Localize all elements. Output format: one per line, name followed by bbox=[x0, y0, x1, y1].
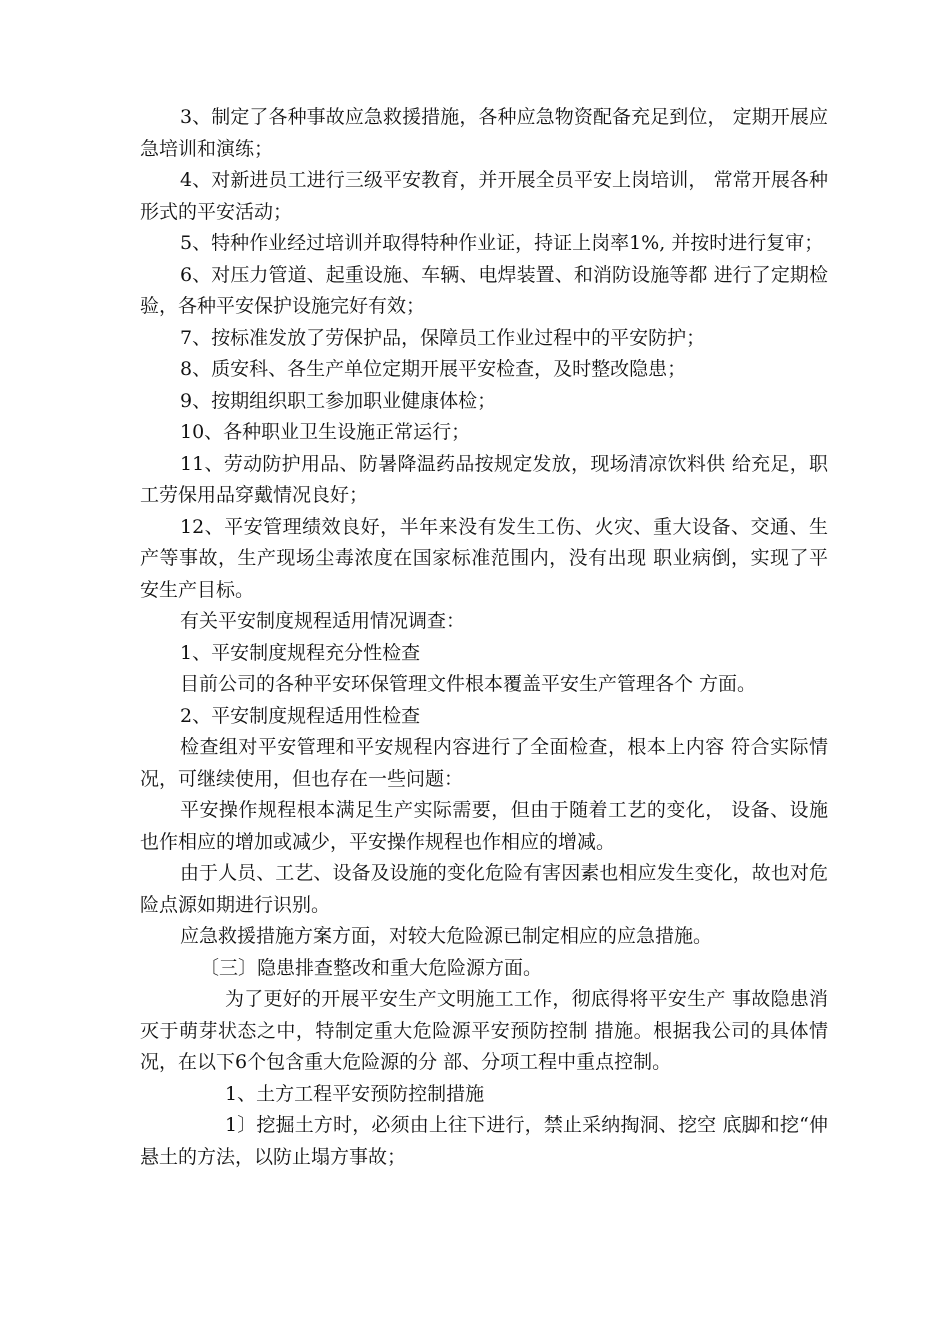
paragraph: 11、劳动防护用品、防暑降温药品按规定发放，现场清凉饮料供 给充足，职工劳保用品穿戴情况良好； bbox=[140, 452, 828, 506]
paragraph: 为了更好的开展平安生产文明施工工作，彻底得将平安生产 事故隐患消灭于萌芽状态之中，特制定重大危险源平安预防控制 措施。根据我公司的具体情况，在以下6个包含重大危险源的分 部、分项工程中重点控制。 bbox=[140, 988, 828, 1073]
paragraph: 〔三〕隐患排查整改和重大危险源方面。 bbox=[200, 956, 543, 979]
paragraph: 有关平安制度规程适用情况调查： bbox=[180, 610, 466, 632]
paragraph: 4、对新进员工进行三级平安教育，并开展全员平安上岗培训， 常常开展各种形式的平安活动； bbox=[140, 169, 828, 223]
paragraph: 9、按期组织职工参加职业健康体检； bbox=[180, 389, 497, 412]
paragraph: 应急救援措施方案方面，对较大危险源已制定相应的应急措施。 bbox=[180, 925, 713, 947]
paragraph: 3、制定了各种事故应急救援措施，各种应急物资配备充足到位， 定期开展应急培训和演练； bbox=[140, 106, 828, 160]
paragraph: 2、平安制度规程适用性检查 bbox=[180, 704, 421, 727]
paragraph: 5、特种作业经过培训并取得特种作业证，持证上岗率1%, 并按时进行复审； bbox=[180, 232, 824, 254]
paragraph: 由于人员、工艺、设备及设施的变化危险有害因素也相应发生变化，故也对危险点源如期进行识别。 bbox=[140, 862, 828, 916]
paragraph: 1〕挖掘土方时，必须由上往下进行，禁止采纳掏洞、挖空 底脚和挖“伸悬土的方法，以防止塌方事故； bbox=[140, 1114, 828, 1168]
paragraph: 检查组对平安管理和平安规程内容进行了全面检查，根本上内容 符合实际情况，可继续使用，但也存在一些问题： bbox=[140, 736, 828, 790]
paragraph: 1、平安制度规程充分性检查 bbox=[180, 641, 421, 664]
paragraph: 平安操作规程根本满足生产实际需要，但由于随着工艺的变化， 设备、设施也作相应的增加或减少，平安操作规程也作相应的增减。 bbox=[140, 799, 828, 853]
paragraph: 目前公司的各种平安环保管理文件根本覆盖平安生产管理各个 方面。 bbox=[180, 673, 757, 695]
paragraph: 8、质安科、各生产单位定期开展平安检查，及时整改隐患； bbox=[180, 358, 687, 380]
paragraph: 1、土方工程平安预防控制措施 bbox=[225, 1082, 485, 1105]
paragraph: 10、各种职业卫生设施正常运行； bbox=[180, 421, 471, 443]
paragraph: 7、按标准发放了劳保护品，保障员工作业过程中的平安防护； bbox=[180, 326, 706, 349]
paragraph: 6、对压力管道、起重设施、车辆、电焊装置、和消防设施等都 进行了定期检验，各种平安保护设施完好有效； bbox=[140, 263, 828, 317]
document-page bbox=[140, 102, 828, 1173]
paragraph: 12、平安管理绩效良好，半年来没有发生工伤、火灾、重大设备、交通、生产等事故，生产现场尘毒浓度在国家标准范围内，没有出现 职业病倒，实现了平安生产目标。 bbox=[140, 515, 828, 601]
